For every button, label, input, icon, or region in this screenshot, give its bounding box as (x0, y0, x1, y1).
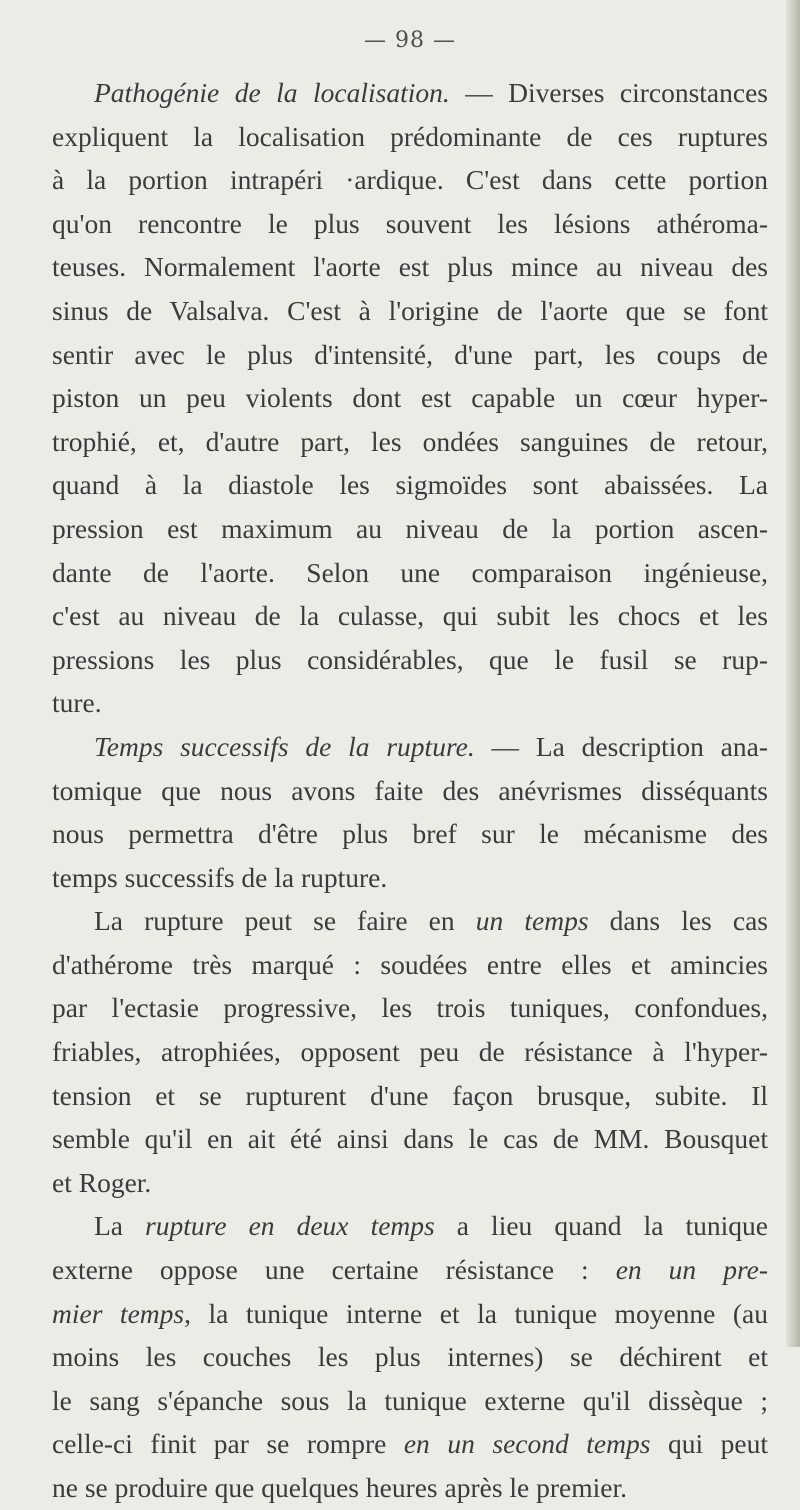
text-run: — La description ana- (474, 730, 768, 762)
text-line (52, 856, 768, 900)
text-line (52, 1074, 768, 1118)
text-line (52, 420, 768, 464)
text-line (52, 725, 768, 769)
text-line (52, 507, 768, 551)
text-run: quand à la diastole les sigmoïdes sont abaissées. La (52, 469, 768, 501)
text-line (52, 245, 768, 289)
text-run: a lieu quand la tunique (434, 1210, 768, 1242)
text-line (52, 1030, 768, 1074)
text-line (52, 594, 768, 638)
page-number: — 98 — (364, 28, 456, 53)
text-run: externe oppose une certaine résistance : (52, 1254, 616, 1286)
text-run: expliquent la localisation prédominante de ces ruptures (52, 120, 768, 152)
text-run: piston un peu violents dont est capable un cœur hyper- (52, 382, 768, 414)
text-run: friables, atrophiées, opposent peu de résistance à l'hyper- (52, 1036, 768, 1068)
text-run: trophié, et, d'autre part, les ondées sanguines de retour, (52, 425, 768, 457)
text-line (52, 1379, 768, 1423)
text-line (52, 899, 768, 943)
text-run: c'est au niveau de la culasse, qui subit les chocs et les (52, 600, 768, 632)
text-run: ne se produire que quelques heures après le premier. (52, 1472, 627, 1503)
text-line (52, 376, 768, 420)
text-run: par l'ectasie progressive, les trois tuniques, confondues, (52, 992, 768, 1024)
text-run: et Roger. (52, 1166, 152, 1198)
text-line (52, 289, 768, 333)
text-line (52, 1466, 768, 1510)
text-line (52, 681, 768, 725)
text-line (52, 1248, 768, 1292)
italic-text: en un pre- (615, 1254, 768, 1286)
text-run: teuses. Normalement l'aorte est plus mince au niveau des (52, 251, 768, 283)
text-run: tomique que nous avons faite des anévrismes disséquants (52, 774, 768, 806)
text-run: pression est maximum au niveau de la portion ascen- (52, 512, 768, 544)
text-run: tension et se rupturent d'une façon brusque, subite. Il (52, 1079, 768, 1111)
text-line (52, 71, 768, 115)
text-run: à la portion intrapéri ·ardique. C'est dans cette portion (52, 164, 768, 196)
text-run: La rupture peut se faire en (94, 905, 476, 937)
text-line (52, 1292, 768, 1336)
text-run: qu'on rencontre le plus souvent les lésions athéroma- (52, 207, 768, 239)
text-line (52, 158, 768, 202)
body-text (52, 71, 768, 1510)
text-run: celle-ci finit par se rompre (52, 1428, 404, 1460)
text-run: La (94, 1210, 146, 1242)
text-line (52, 333, 768, 377)
text-line (52, 769, 768, 813)
text-line (52, 1117, 768, 1161)
italic-text: mier temps (52, 1297, 185, 1329)
text-run: semble qu'il en ait été ainsi dans le cas de MM. Bousquet (52, 1123, 768, 1155)
text-run: temps successifs de la rupture. (52, 861, 388, 893)
text-line (52, 115, 768, 159)
text-run: nous permettra d'être plus bref sur le mécanisme des (52, 818, 768, 850)
text-line (52, 1422, 768, 1466)
text-run: moins les couches les plus internes) se déchirent et (52, 1341, 768, 1373)
text-line (52, 943, 768, 987)
italic-text: Temps successifs de la rupture. (94, 730, 475, 762)
italic-text: un temps (475, 905, 589, 937)
text-run: ture. (52, 687, 102, 719)
text-run: d'athérome très marqué : soudées entre elles et amincies (52, 948, 768, 980)
text-line (52, 202, 768, 246)
text-line (52, 463, 768, 507)
text-line (52, 986, 768, 1030)
text-run: dante de l'aorte. Selon une comparaison ingénieuse, (52, 556, 768, 588)
text-run: pressions les plus considérables, que le fusil se rup- (52, 643, 768, 675)
text-run: dans les cas (588, 905, 768, 937)
text-line (52, 551, 768, 595)
text-line (52, 1335, 768, 1379)
scan-page-edge (786, 0, 800, 1347)
text-run: — Diverses circonstances (449, 77, 768, 108)
text-run: sinus de Valsalva. C'est à l'origine de l'aorte que se font (52, 294, 768, 326)
text-run: le sang s'épanche sous la tunique externe qu'il dissèque ; (52, 1384, 768, 1416)
text-run: qui peut (650, 1428, 768, 1460)
italic-text: Pathogénie de la localisation. (94, 77, 450, 108)
text-run: , la tunique interne et la tunique moyenne (au (184, 1297, 768, 1329)
document-page (52, 0, 768, 1510)
text-line (52, 812, 768, 856)
text-line (52, 638, 768, 682)
italic-text: en un second temps (403, 1428, 651, 1460)
italic-text: rupture en deux temps (145, 1210, 435, 1242)
text-line (52, 1161, 768, 1205)
text-line (52, 1204, 768, 1248)
text-run: sentir avec le plus d'intensité, d'une part, les coups de (52, 338, 768, 370)
